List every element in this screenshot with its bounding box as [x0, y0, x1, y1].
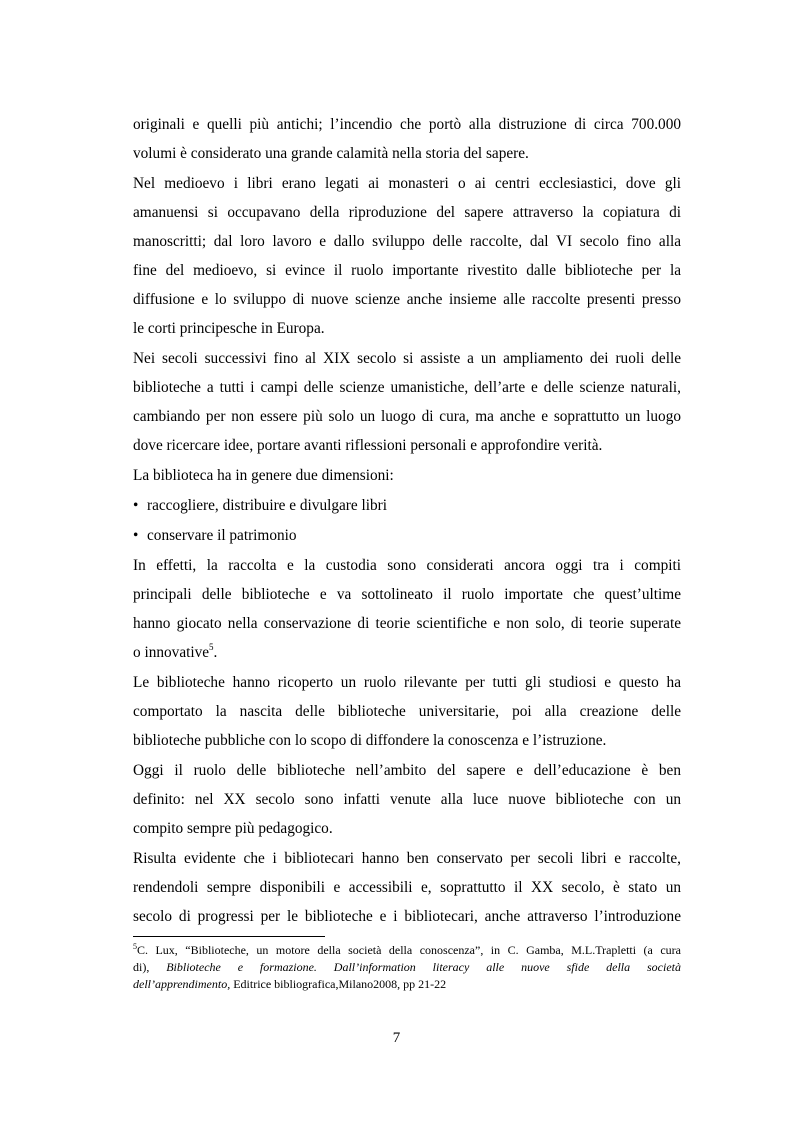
- footnote-line: [133, 959, 681, 976]
- text-line: le corti principesche in Europa.: [133, 320, 325, 337]
- bullet-item: [133, 521, 681, 550]
- text-line: Nei secoli successivi fino al XIX secolo si assiste a un ampliamento dei ruoli delle: [133, 350, 681, 367]
- text-line: [133, 638, 681, 667]
- text-line: volumi è considerato una grande calamità nella storia del sapere.: [133, 145, 529, 162]
- text-line: diffusione e lo sviluppo di nuove scienze anche insieme alle raccolte presenti presso: [133, 291, 681, 308]
- text-line: biblioteche a tutti i campi delle scienze umanistiche, dell’arte e delle scienze naturali,: [133, 379, 681, 396]
- text-fragment: o innovative: [133, 644, 210, 661]
- text-line: definito: nel XX secolo sono infatti venute alla luce nuove biblioteche con un: [133, 791, 681, 808]
- footnote-text: di),: [133, 960, 150, 974]
- footnote-line: [133, 942, 681, 959]
- footnote-separator: [133, 936, 325, 937]
- text-line: principali delle biblioteche e va sottolineato il ruolo importate che quest’ultime: [133, 586, 681, 603]
- text-line: Risulta evidente che i bibliotecari hanno ben conservato per secoli libri e raccolte,: [133, 850, 681, 867]
- text-line: La biblioteca ha in genere due dimensioni:: [133, 467, 394, 484]
- text-line: comportato la nascita delle biblioteche universitarie, poi alla creazione delle: [133, 703, 681, 720]
- bullet-icon: •: [133, 527, 139, 544]
- text-line: dove ricercare idee, portare avanti riflessioni personali e approfondire verità.: [133, 437, 603, 454]
- footnote-reference[interactable]: 5: [209, 642, 214, 652]
- text-line: amanuensi si occupavano della riproduzione del sapere attraverso la copiatura di: [133, 204, 681, 221]
- text-line: manoscritti; dal loro lavoro e dallo sviluppo delle raccolte, dal VI secolo fino alla: [133, 233, 681, 250]
- text-line: compito sempre più pedagogico.: [133, 820, 333, 837]
- text-line: rendendoli sempre disponibili e accessibili e, soprattutto il XX secolo, è stato un: [133, 879, 681, 896]
- text-line: Le biblioteche hanno ricoperto un ruolo rilevante per tutti gli studiosi e questo ha: [133, 674, 681, 691]
- footnote: [133, 942, 681, 993]
- text-line: originali e quelli più antichi; l’incendio che portò alla distruzione di circa 700.000: [133, 116, 681, 133]
- footnote-title: Biblioteche e formazione. Dall’information literacy alle nuove sfide della società: [166, 960, 681, 974]
- footnote-text: Editrice bibliografica,Milano2008, pp 21-22: [233, 977, 447, 991]
- footnote-text: C. Lux, “Biblioteche, un motore della società della conoscenza”, in C. Gamba, M.L.Trapletti (a cura: [137, 943, 681, 957]
- text-line: fine del medioevo, si evince il ruolo importante rivestito dalle biblioteche per la: [133, 262, 681, 279]
- bullet-text: conservare il patrimonio: [147, 527, 297, 544]
- footnote-line: [133, 976, 681, 993]
- text-line: In effetti, la raccolta e la custodia sono considerati ancora oggi tra i compiti: [133, 557, 681, 574]
- bullet-text: raccogliere, distribuire e divulgare libri: [147, 497, 387, 514]
- footnote-number: 5: [133, 942, 137, 951]
- text-line: Nel medioevo i libri erano legati ai monasteri o ai centri ecclesiastici, dove gli: [133, 175, 681, 192]
- text-fragment: .: [213, 644, 218, 661]
- body-text: [133, 110, 681, 931]
- text-line: hanno giocato nella conservazione di teorie scientifiche e non solo, di teorie superate: [133, 615, 681, 632]
- text-line: Oggi il ruolo delle biblioteche nell’ambito del sapere e dell’educazione è ben: [133, 762, 681, 779]
- bullet-icon: •: [133, 497, 139, 514]
- text-line: secolo di progressi per le biblioteche e i bibliotecari, anche attraverso l’introduzione: [133, 908, 681, 925]
- text-line: biblioteche pubbliche con lo scopo di diffondere la conoscenza e l’istruzione.: [133, 732, 607, 749]
- bullet-item: [133, 491, 681, 520]
- text-line: cambiando per non essere più solo un luogo di cura, ma anche e soprattutto un luogo: [133, 408, 681, 425]
- footnote-title: dell’apprendimento,: [133, 977, 231, 991]
- page-number: 7: [392, 1030, 401, 1046]
